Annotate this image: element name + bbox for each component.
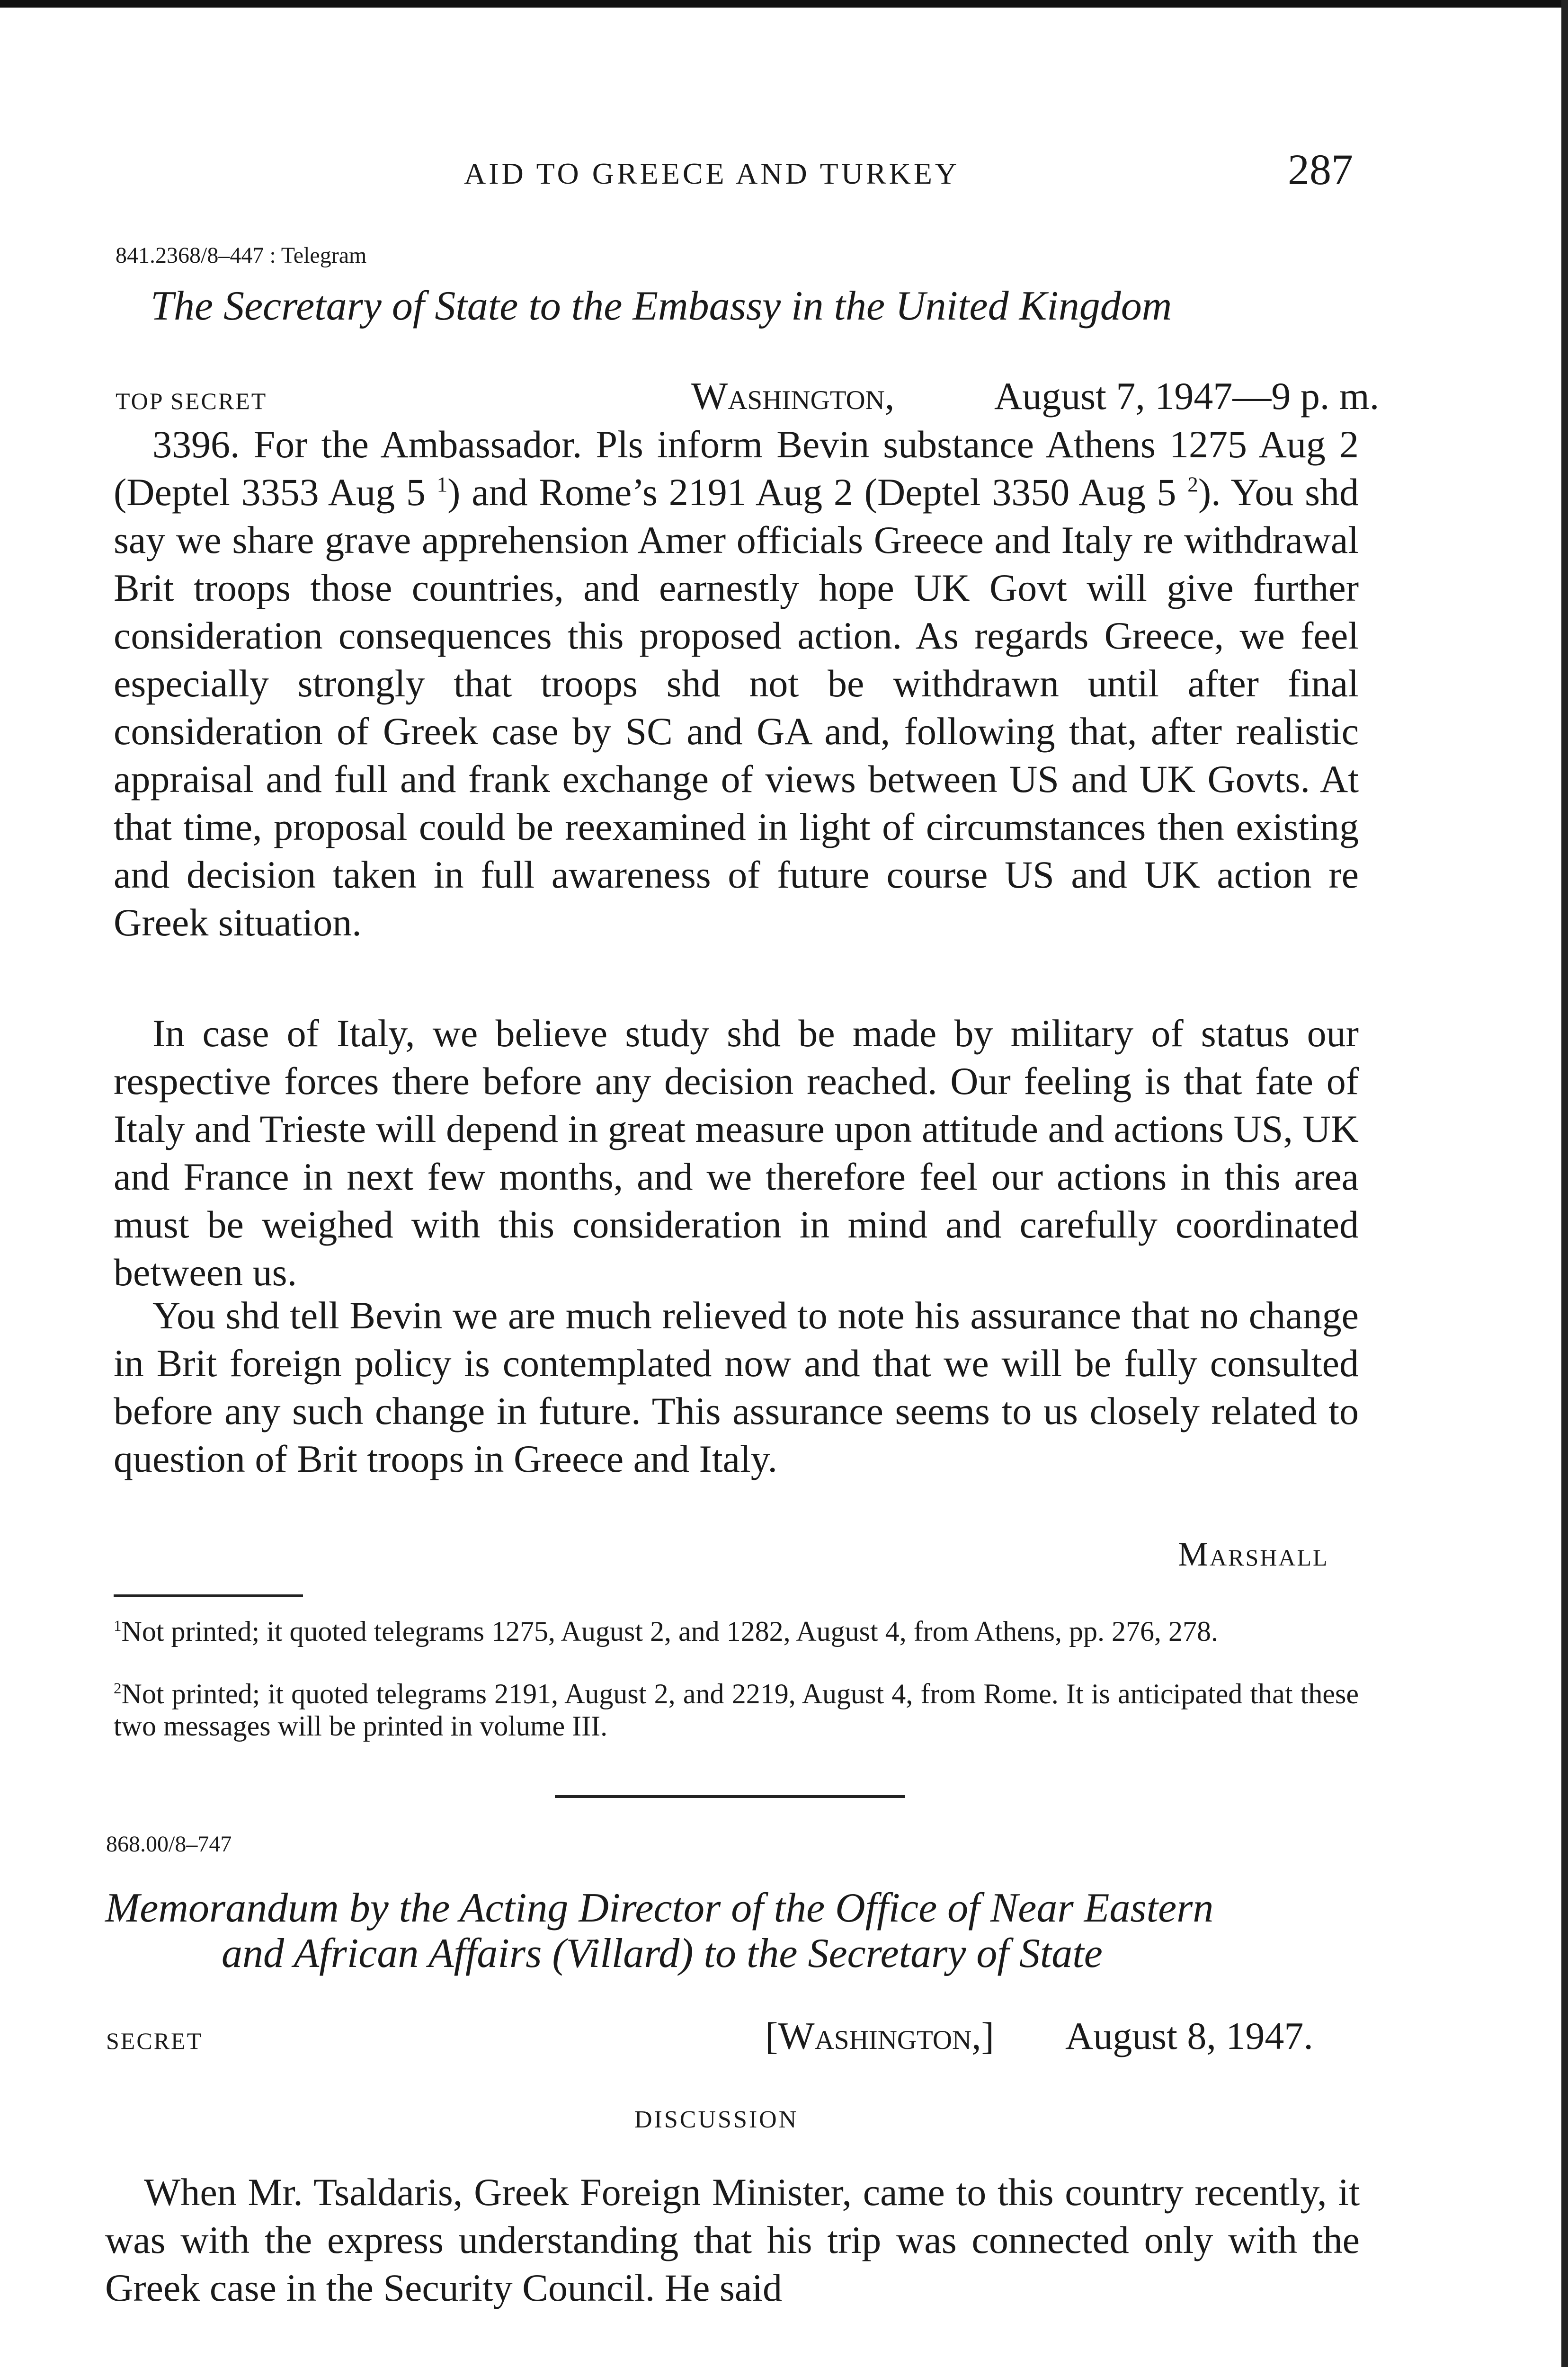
doc2-file-reference: 868.00/8–747 [106, 1832, 232, 1857]
right-border [1561, 0, 1568, 2367]
doc2-place: [Washington,] [765, 2014, 994, 2057]
footnote-1: $^1$Not printed; it quoted telegrams 1275, August 2, and 1282, August 4, from Athens, pp. 276, 278. [114, 1616, 1219, 1647]
doc1-paragraph-3: You shd tell Bevin we are much relieved to note his assurance that no change in Brit foreign policy is contemplated now and that we will be fully consulted before any such change in future. This assurance seems to us closely related to question of Brit troops in Greece and Italy. [114, 1294, 1359, 1480]
doc1-paragraph-1: 3396. For the Ambassador. Pls inform Bevin substance Athens 1275 Aug 2 (Deptel 3353 Aug 5 $^1$) and Rome’s 2191 Aug 2 (Deptel 3350 Aug 5 $^2$). You shd say we share grave apprehension Amer officials Greece and Italy re withdrawal Brit troops those countries, and earnestly hope UK Govt will give further consideration consequences this proposed action. As regards Greece, we feel especially strongly that troops shd not be withdrawn until after final consideration of Greek case by SC and GA and, following that, after realistic appraisal and full and frank exchange of views between US and UK Govts. At that time, proposal could be reexamined in light of circumstances then existing and decision taken in full awareness of future course US and UK action re Greek situation. [114, 423, 1359, 944]
doc1-title: The Secretary of State to the Embassy in the United Kingdom [151, 283, 1172, 329]
doc1-date: August 7, 1947—9 p. m. [994, 374, 1380, 418]
doc2-date: August 8, 1947. [1065, 2014, 1313, 2057]
top-border [0, 0, 1568, 8]
footnote-rule [114, 1594, 303, 1597]
doc1-classification: TOP SECRET [116, 388, 267, 414]
doc2-title-line-2: and African Affairs (Villard) to the Secretary of State [222, 1931, 1103, 1976]
document-separator [555, 1795, 905, 1798]
page-number: 287 [1288, 145, 1353, 194]
doc2-paragraph-1: When Mr. Tsaldaris, Greek Foreign Minister, came to this country recently, it was with the express understanding that his trip was connected only with the Greek case in the Security Council. He said [105, 2171, 1360, 2309]
doc2-classification: SECRET [106, 2028, 203, 2054]
doc1-file-reference: 841.2368/8–447 : Telegram [116, 243, 367, 268]
doc1-paragraph-2: In case of Italy, we believe study shd be made by military of status our respective forces there before any decision reached. Our feeling is that fate of Italy and Trieste will depend in great measure upon attitude and actions US, UK and France in next few months, and we therefore feel our actions in this area must be weighed with this consideration in mind and carefully coordinated between us. [114, 1012, 1359, 1294]
doc2-section-heading: DISCUSSION [634, 2106, 799, 2133]
doc1-signature: Marshall [1178, 1535, 1329, 1573]
doc1-place: Washington, [691, 374, 895, 418]
footnote-2: $^2$Not printed; it quoted telegrams 2191, August 2, and 2219, August 4, from Rome. It is anticipated that these two messages will be printed in volume III. [114, 1678, 1359, 1742]
doc2-title-line-1: Memorandum by the Acting Director of the Office of Near Eastern [105, 1885, 1214, 1931]
running-head: AID TO GREECE AND TURKEY [464, 157, 960, 190]
